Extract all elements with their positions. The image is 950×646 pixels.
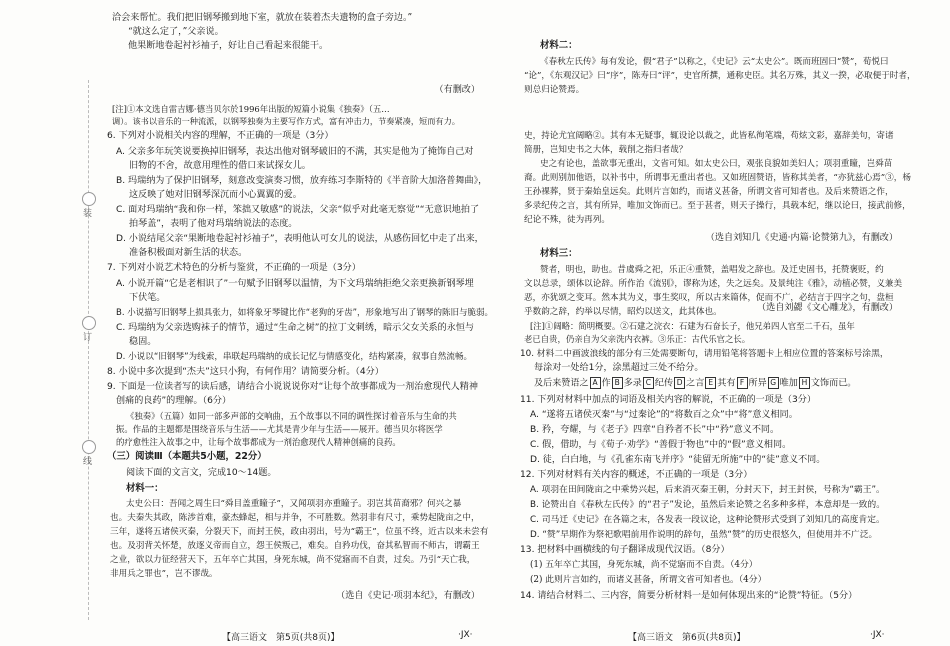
option-b: B. 论赞出自《春秋左氏传》的“君子”发论，虽然后来论赞之名多种多样，本意却是一致的。 [530,500,886,510]
section-heading: （三）阅读Ⅲ（本题共5小题，22分） [107,451,267,462]
classical-text: 文以总录，颂体以论辞。所作治《流别》，谬称为述，失之远矣。及景纯注《雅》，动植必赞，义兼美 [524,279,903,289]
classical-text: 乎数韵之辞，约举以尽情，昭灼以送文，此其体也。 [524,307,722,317]
translation-sentence: (1) 五年卒亡其国，身死东城，尚不觉寤而不自责。（4分） [530,560,758,570]
page-footer: 【高三语文 第5页(共8页)】 [222,633,340,643]
binding-hole [82,440,96,454]
option-text: 稳固。 [129,337,157,347]
annotation: [注]①阔略：简明概要。②石建之浣衣：石建为石奋长子，他兄弟四人官至二千石，虽年 [530,321,855,331]
question-text: 创痛的良药”的理解。（6分） [116,396,232,406]
annotation: 老已自贵，仍亲自为父亲洗内衣裤。③乐正：古代乐官之长。 [524,334,751,344]
question-8: 8. 小说中多次提到“杰夫”这只小狗，有何作用？请简要分析。（4分） [107,367,384,377]
classical-text: 也。夫秦失其政，陈涉首难，豪杰蜂起，相与并争，不可胜数。然羽非有尺寸，乘势起陇亩之中， [110,513,480,523]
option-a: A. 父亲多年玩笑说要换掉旧钢琴，表达出他对钢琴破旧的不满，其实是他为了掩饰自己对 [116,147,474,157]
classical-text: 《春秋左氏传》每有发论，假“君子”以称之，《史记》云“太史公”。既而班固曰“赞”，荀悦曰 [540,57,889,67]
option-d: D. “赞”早期作为祭祀歌唱前用作说明的辞句，虽然“赞”的历史很悠久，但使用并不广泛。 [530,530,878,540]
question-6: 6. 下列对小说相关内容的理解，不正确的一项是（3分） [107,131,334,141]
footer-code: ·JX· [870,630,885,640]
binding-hole [82,316,96,330]
answer-option-box[interactable]: D [674,377,685,389]
binding-line [88,80,89,620]
classical-text: 王孙裸葬，贤于秦始皇远矣。此则片言如约，而诸义甚备，所谓文省可知者也。及后来赞语之作， [524,187,894,197]
answer-option-box[interactable]: E [705,377,716,389]
answer-option-box[interactable]: C [643,377,654,389]
annotation: [注]①本文选自雷吉娜·德当贝尔於1996年出版的短篇小说集《独奏》（五… [112,104,390,114]
reader-review: 振。作品的主题都是围绕音乐与生活——尤其是青少年与生活——展开。德当贝尔将医学 [116,424,443,434]
answer-option-box[interactable]: F [737,377,748,389]
classical-text: 简册，岂知史书之大体，载削之指归者哉？ [524,145,688,155]
answer-option-box[interactable]: H [799,377,810,389]
margin-mark: 订 [83,333,93,343]
option-text: 旧物的不舍，故意用理性的借口来试探女儿。 [129,161,311,171]
option-text: 准备积极面对新生活的状态。 [129,248,248,258]
option-c: C. 玛瑞纳为父亲选购袜子的情节，通过“生命之树”的拉丁文刺绣，暗示父女关系的永恒与 [116,323,475,333]
option-b: B. 小说描写旧钢琴上损具张力，如将象牙琴键比作“老狗的牙齿”，形象地写出了钢琴的陈旧与脆弱。 [116,308,494,318]
option-a: A. 项羽在田间陇亩之中乘势兴起，后来消灭秦王朝，分封天下，封王封侯，号称为“霸王”。 [530,485,885,495]
question-14: 14. 请结合材料二、三内容，简要分析材料一是如何体现出来的“论赞”特征。（5分） [520,591,858,601]
option-d: D. 徒，白白地，与《孔雀东南飞并序》“徒留无所施”中的“徒”意义不同。 [530,455,826,465]
classical-text: 裔。此则别加他语，以补书中，所谓事无重出者也。又如班固赞语，皆称其美者，“亦犹兹心焉”③，杨 [524,173,911,183]
source-note: （选自刘知几《史通·内篇·论赞第九》，有删改） [705,233,898,243]
material-heading: 材料二： [540,40,578,51]
question-10: 10. 材料二中画波浪线的部分有三处需要断句，请用铅笔将答题卡上相应位置的答案标号涂黑， [520,349,889,359]
binding-hole [82,192,96,206]
margin-mark: 装 [83,209,93,219]
material-heading: 材料三： [540,248,578,259]
story-text: “就这么定了，”父亲说。 [128,27,224,37]
sentence-break-options: 及后来赞语之 A 作 B 多录 C 纪传 D 之言 E 其有 F 所异 G 唯加 H 文饰而已。 [534,378,857,389]
option-d: D. 小说结尾父亲“果断地卷起衬衫袖子”，表明他认可女儿的说法，从感伤回忆中走了出来， [116,234,484,244]
classical-text: 太史公曰：吾闻之周生曰“舜目盖重瞳子”，又闻项羽亦重瞳子。羽岂其苗裔邪？何兴之暴 [126,499,462,509]
option-text: 这反映了她对旧钢琴深沉而小心翼翼的爱。 [129,190,302,200]
option-text: 拍琴盖”，表明了他对玛瑞纳说法的态度。 [129,219,298,229]
question-9: 9. 下面是一位读者写的读后感，请结合小说说说你对“让每个故事都成为一剂治愈现代人精神 [107,382,478,392]
question-13: 13. 把材料中画横线的句子翻译成现代汉语。（8分） [520,545,730,555]
option-a: A. 小说开篇“它是老相识了”一句赋予旧钢琴以温情，为下文玛瑞纳拒绝父亲更换新钢琴埋 [116,279,474,289]
question-7: 7. 下列对小说艺术特色的分析与鉴赏，不正确的一项是（3分） [107,263,361,273]
classical-text: 纪论不殊，徒为再列。 [524,215,610,225]
classical-text: 则总归论赞焉。 [524,85,585,95]
option-d: D. 小说以“旧钢琴”为线索，串联起玛瑞纳的成长记忆与情感变化，结构紧凑，叙事自然流畅。 [116,352,473,362]
reader-review: 的疗愈性注入故事之中，让每个故事都成为一剂治愈现代人精神创痛的良药。 [116,437,401,447]
source-note: （选自《史记·项羽本纪》，有删改） [336,591,480,601]
classical-text: 多录纪传之言，其有所异，唯加文饰而已。至于甚者，则天子操行，具载本纪，继以论曰，接武前修， [524,201,911,211]
translation-sentence: (2) 此则片言如约，而诸义甚备，所谓文省可知者也。（4分） [530,575,767,585]
source-note: （有删改） [434,85,480,95]
classical-text: 史之有论也，盖欲事无重出，文省可知。如太史公曰，观张良貌如美妇人；项羽重瞳，岂舜苗 [540,159,893,169]
classical-text: 史，持论尤宜阔略②。其有本无疑事，辄设论以裁之，此皆私徇笔端，苟炫文彩，嘉辞美句，寄诸 [524,131,894,141]
option-text: 下伏笔。 [129,293,166,303]
option-c: C. 面对玛瑞纳“我和你一样，笨拙又敏感”的说法，父亲“似乎对此毫无察觉”“无意识地拍了 [116,205,480,215]
page-footer: 【高三语文 第6页(共8页)】 [628,633,746,643]
question-11: 11. 下列对材料中加点的词语及相关内容的解说，不正确的一项是（3分） [520,395,816,405]
option-b: B. 玛瑞纳为了保护旧钢琴，刻意改变演奏习惯，放弃练习李斯特的《半音阶大加洛普舞曲》， [116,176,488,186]
classical-text: 赞者，明也，助也。昔虞舜之祀，乐正④重赞，盖唱发之辞也。及迁史固书，托赞褒贬，约 [540,265,884,275]
classical-text: 三年，遂将五诸侯灭秦，分裂天下，而封王侯，政由羽出，号为“霸王”，位虽不终，近古以来未尝有 [110,527,489,537]
answer-option-box[interactable]: A [590,377,601,389]
answer-option-box[interactable]: G [768,377,779,389]
option-a: A. “遂将五诸侯灭秦”与“过秦论”的“将数百之众”中“将”意义相同。 [530,410,798,420]
source-note: （选自刘勰《文心雕龙》，有删改） [757,303,898,313]
classical-text: “论”，《东观汉记》曰“序”，陈寿曰“评”，史官所撰，通称史臣。其名万殊，其义一揆，必取便于时者， [524,71,916,81]
story-text: 洽会来帮忙。我们把旧钢琴搬到地下室，就放在装着杰夫遗物的盒子旁边。” [112,13,413,23]
annotation: 调）。该书以音乐的一种流派，以钢琴独奏为主要写作方式，富有冲击力，节奏紧凑，短而有力。 [112,116,460,126]
question-12: 12. 下列对材料有关内容的概述，不正确的一项是（3分） [520,470,753,480]
margin-mark: 线 [83,457,93,467]
reader-review: 《独奏》（五篇）如同一部多声部的交响曲，五个故事以不同的调性探讨着音乐与生命的共 [126,411,457,421]
classical-text: 恶，亦犹颂之变耳。然本其为义，事生奖叹，所以古来篇体，促而不广，必结言于四字之句，盘桓 [524,293,894,303]
classical-text: 非用兵之罪也”，岂不谬哉。 [110,569,218,579]
option-b: B. 矜，夸耀，与《老子》四章“自矜者不长”中“矜”意义不同。 [530,425,780,435]
classical-text: 之业，欲以力征经营天下，五年卒亡其国，身死东城，尚不觉寤而不自责，过矣。乃引“天亡我， [110,555,476,565]
material-heading: 材料一： [126,483,164,494]
footer-code: ·JX· [458,630,473,640]
story-text: 他果断地卷起衬衫袖子，好让自己看起来很能干。 [128,41,329,51]
answer-option-box[interactable]: B [612,377,623,389]
option-c: C. 假，借助，与《荀子·劝学》“善假于物也”中的“假”意义相同。 [530,440,792,450]
reading-instruction: 阅读下面的文言文，完成10～14题。 [126,468,277,478]
question-text: 每涂对一处给1分，涂黑超过三处不给分。 [534,363,704,373]
classical-text: 也。及羽背关怀楚，放逐义帝而自立，怨王侯叛己，难矣。自矜功伐，奋其私智而不师古，谓霸王 [110,541,480,551]
option-c: C. 司马迁《史记》在各篇之末，各发表一段议论，这种论赞形式受到了刘知几的高度肯定。 [530,515,885,525]
